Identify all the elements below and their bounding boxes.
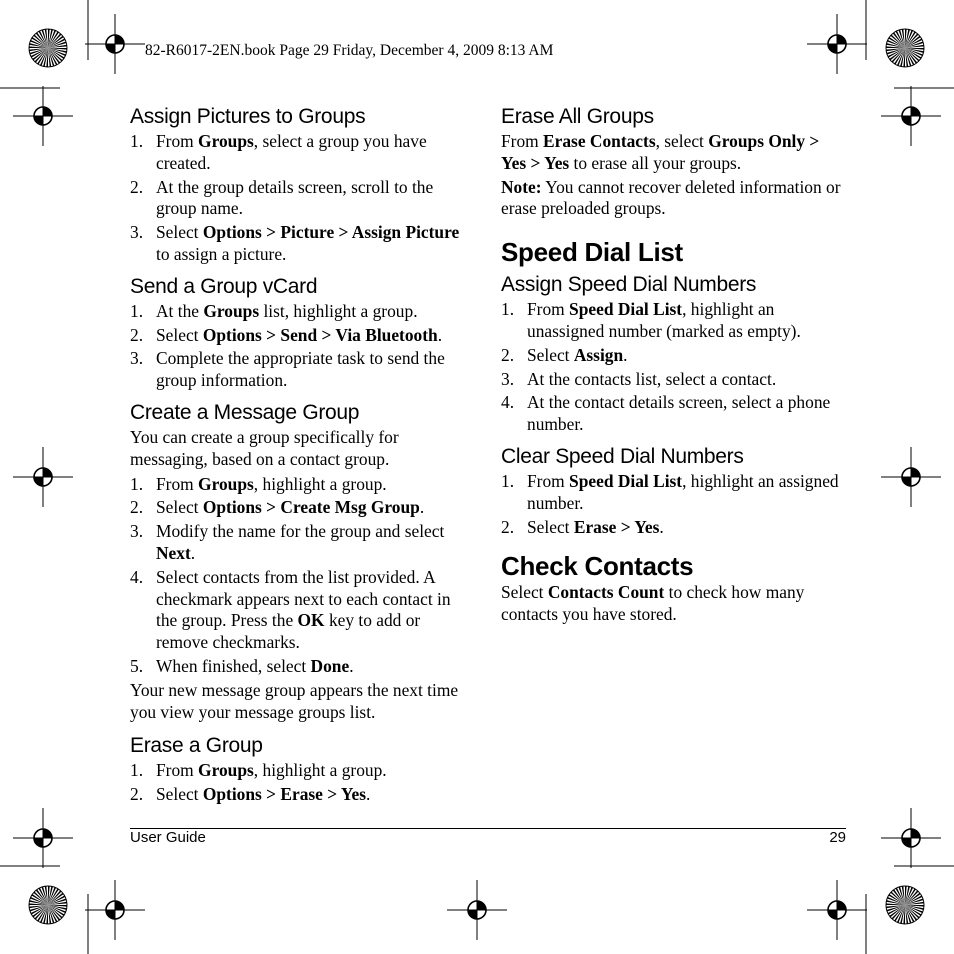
starburst-mark — [29, 29, 67, 67]
step-number: 2. — [130, 324, 144, 345]
step-number: 3. — [130, 348, 144, 369]
step-number: 1. — [130, 131, 144, 151]
step-number: 1. — [501, 470, 515, 491]
text-run: . — [349, 655, 354, 676]
bold-term: Groups — [198, 131, 254, 151]
text-run: Select — [156, 497, 203, 518]
starburst-mark — [29, 886, 67, 924]
bold-term: Options > Send > Via Bluetooth — [202, 324, 438, 345]
text-run: . — [659, 516, 664, 537]
page-number: 29 — [829, 829, 846, 846]
footer-rule — [130, 828, 846, 829]
list-item — [130, 497, 475, 519]
text-run: key to add or remove checkmarks. — [156, 610, 421, 653]
chapter-title-speed-dial: Speed Dial List — [501, 237, 683, 268]
list-item — [130, 177, 475, 221]
clear-speed-dial-steps — [501, 471, 846, 538]
text-run: Select — [156, 324, 203, 345]
text-run: Complete the appropriate task to send the group information. — [156, 348, 445, 391]
section-title-create-msg-group: Create a Message Group — [130, 400, 360, 424]
erase-all-paragraph — [501, 131, 846, 175]
section-title-erase-group: Erase a Group — [130, 734, 263, 758]
text-run: Select — [156, 222, 203, 243]
bold-term: Options > Erase > Yes — [202, 784, 366, 805]
starburst-mark — [886, 29, 924, 67]
step-number: 2. — [130, 497, 144, 518]
text-run: From — [156, 473, 199, 494]
send-vcard-steps — [130, 301, 475, 392]
text-run: . — [365, 784, 371, 805]
create-msg-group-steps — [130, 474, 475, 678]
bold-term: Erase > Yes — [573, 516, 660, 537]
bold-term: Erase Contacts — [543, 131, 656, 151]
section-title-clear-speed-dial: Clear Speed Dial Numbers — [501, 444, 744, 468]
print-header: 82-R6017-2EN.book Page 29 Friday, December 4, 2009 8:13 AM — [145, 42, 554, 59]
list-item — [130, 567, 475, 654]
left-column — [130, 104, 475, 814]
text-run: , highlight an unassigned number (marked as empty). — [527, 299, 801, 341]
step-number: 2. — [501, 344, 515, 365]
step-number: 5. — [130, 655, 144, 676]
list-item — [130, 656, 475, 678]
bold-term: Assign — [573, 344, 624, 365]
right-column — [501, 104, 846, 628]
step-number: 3. — [130, 222, 144, 243]
list-item — [130, 348, 475, 392]
text-run: At the — [156, 300, 204, 321]
step-number: 2. — [130, 176, 144, 197]
text-run: From — [527, 470, 570, 491]
create-msg-group-intro: You can create a group specifically for messaging, based on a contact group. — [130, 426, 399, 469]
bold-term: Done — [310, 655, 350, 676]
list-item — [130, 521, 475, 565]
text-run: Select — [501, 582, 548, 603]
text-run: Select — [156, 784, 203, 805]
text-run: From — [501, 131, 544, 151]
text-run: . — [437, 324, 443, 345]
check-contacts-paragraph — [501, 582, 846, 626]
bold-term: Groups — [198, 760, 254, 781]
step-number: 3. — [501, 368, 515, 389]
bold-term: Next — [156, 542, 191, 563]
text-run: , highlight an assigned number. — [527, 470, 839, 513]
text-run: Select — [527, 516, 574, 537]
list-item — [501, 345, 846, 367]
list-item — [501, 517, 846, 539]
bold-term: OK — [297, 610, 325, 631]
chapter-title-check-contacts: Check Contacts — [501, 551, 694, 582]
erase-all-note — [501, 177, 846, 221]
step-number: 1. — [130, 300, 144, 321]
bold-term: Groups Only > Yes > Yes — [501, 131, 820, 173]
text-run: , highlight a group. — [253, 473, 387, 494]
text-run: . — [190, 542, 196, 563]
text-run: Select — [527, 344, 574, 365]
step-number: 1. — [130, 473, 144, 494]
list-item — [501, 471, 846, 515]
bold-term: Contacts Count — [547, 582, 665, 603]
list-item — [130, 301, 475, 323]
list-item — [501, 392, 846, 436]
list-item — [501, 299, 846, 343]
note-label: Note: — [501, 176, 542, 197]
text-run: list, highlight a group. — [259, 300, 418, 321]
text-run: From — [156, 760, 199, 781]
text-run: Select contacts from the list provided. A checkmark appears next to each contact in the group. Press the — [156, 566, 451, 631]
step-number: 3. — [130, 521, 144, 542]
text-run: When finished, select — [156, 655, 311, 676]
step-number: 4. — [130, 566, 144, 587]
list-item — [130, 131, 475, 175]
text-run: , select — [655, 131, 709, 151]
list-item — [130, 760, 475, 782]
text-run: to assign a picture. — [156, 243, 287, 264]
list-item — [501, 369, 846, 391]
section-title-erase-all: Erase All Groups — [501, 105, 654, 128]
bold-term: Speed Dial List — [569, 299, 683, 320]
assign-pictures-steps — [130, 131, 475, 266]
list-item — [130, 784, 475, 806]
list-item — [130, 474, 475, 496]
text-run: Modify the name for the group and select — [156, 521, 445, 542]
list-item — [130, 222, 475, 266]
bold-term: Options > Picture > Assign Picture — [202, 222, 460, 243]
erase-group-steps — [130, 760, 475, 806]
text-run: . — [419, 497, 425, 518]
step-number: 4. — [501, 392, 515, 413]
text-run: At the contacts list, select a contact. — [527, 368, 777, 389]
section-title-assign-speed-dial: Assign Speed Dial Numbers — [501, 273, 757, 297]
text-run: , highlight a group. — [253, 760, 387, 781]
note-text: You cannot recover deleted information or erase preloaded groups. — [501, 176, 841, 219]
bold-term: Groups — [203, 300, 260, 321]
step-number: 1. — [501, 299, 515, 320]
bold-term: Speed Dial List — [569, 470, 683, 491]
text-run: From — [156, 131, 199, 151]
section-title-assign-pictures: Assign Pictures to Groups — [130, 105, 366, 128]
step-number: 2. — [501, 516, 515, 537]
footer-label: User Guide — [130, 829, 206, 846]
text-run: , select a group you have created. — [156, 131, 427, 173]
text-run: From — [527, 299, 570, 320]
step-number: 2. — [130, 784, 144, 805]
text-run: . — [623, 344, 628, 365]
starburst-mark — [886, 886, 924, 924]
text-run: At the contact details screen, select a phone number. — [527, 392, 831, 435]
bold-term: Groups — [198, 473, 254, 494]
step-number: 1. — [130, 760, 144, 781]
section-title-send-vcard: Send a Group vCard — [130, 274, 318, 298]
bold-term: Options > Create Msg Group — [202, 497, 420, 518]
assign-speed-dial-steps — [501, 299, 846, 436]
text-run: to erase all your groups. — [569, 152, 742, 173]
create-msg-group-outro: Your new message group appears the next time you view your message groups list. — [130, 679, 459, 722]
text-run: to check how many contacts you have stored. — [501, 582, 805, 625]
list-item — [130, 325, 475, 347]
text-run: At the group details screen, scroll to the group name. — [156, 176, 434, 219]
